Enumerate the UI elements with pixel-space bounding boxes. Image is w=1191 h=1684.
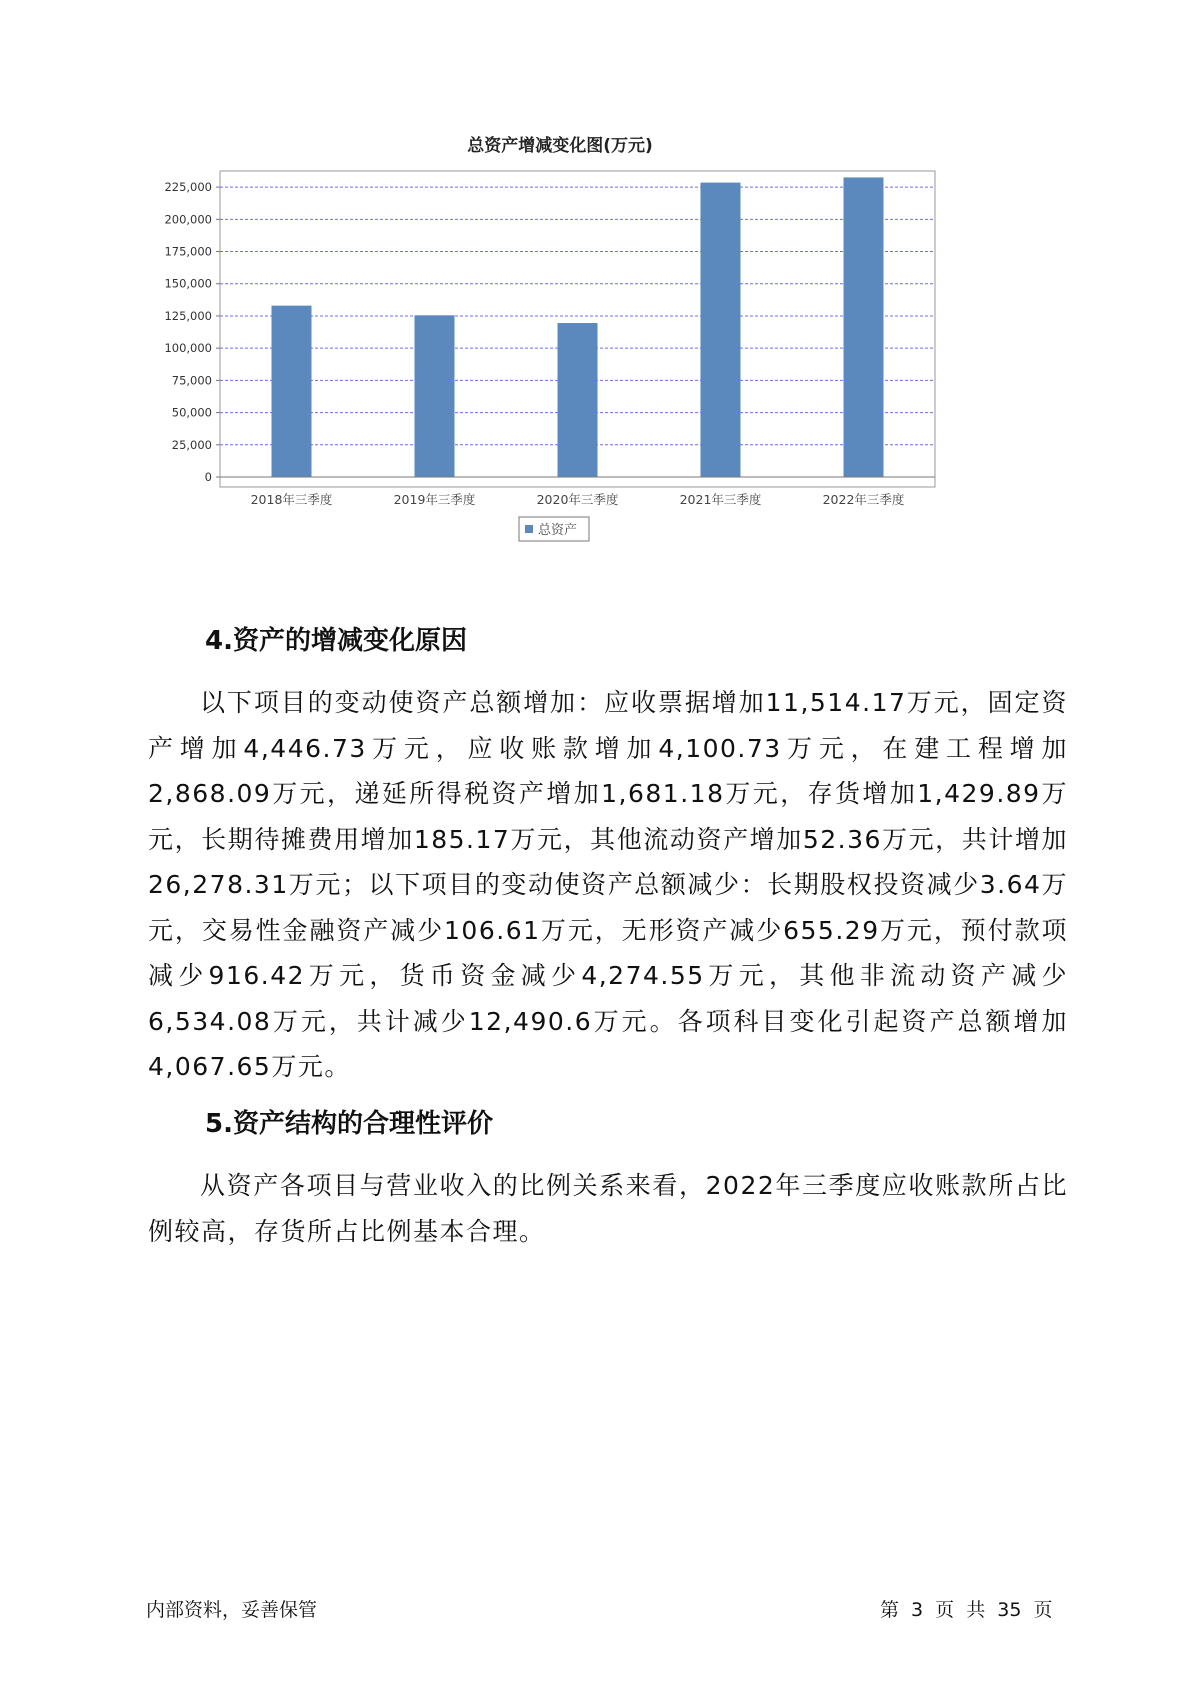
y-tick-label: 200,000 (164, 212, 212, 227)
bar-2022年三季度 (844, 177, 884, 477)
x-axis-ticks (251, 492, 905, 507)
bar-2021年三季度 (701, 183, 741, 477)
asset-structure-evaluation-paragraph: 从资产各项目与营业收入的比例关系来看，2022年三季度应收账款所占比例较高，存货所占比例基本合理。 (148, 1171, 1068, 1246)
y-tick-label: 150,000 (164, 276, 212, 291)
x-tick-label: 2019年三季度 (393, 492, 476, 507)
section-heading-asset-structure-evaluation: 5.资产结构的合理性评价 (205, 1109, 493, 1139)
chart-svg (140, 135, 1040, 595)
y-tick-label: 50,000 (171, 405, 212, 420)
y-tick-label: 0 (204, 470, 212, 484)
footer-page-number: 第 3 页 共 35 页 (880, 1599, 1053, 1621)
x-tick-label: 2018年三季度 (250, 492, 333, 507)
x-tick-label: 2022年三季度 (822, 492, 905, 507)
asset-change-reasons-paragraph: 以下项目的变动使资产总额增加：应收票据增加11,514.17万元，固定资产增加4,446.73万元，应收账款增加4,100.73万元，在建工程增加2,868.09万元，递延所得税资产增加1,681.18万元，存货增加1,429.89万元，长期待摊费用增加185.17万元，其他流动资产增加52.36万元，共计增加26,278.31万元；以下项目的变动使资产总额减少：长期股权投资减少3.64万元，交易性金融资产减少106.61万元，无形资产减少655.29万元，预付款项减少916.42万元，货币资金减少4,274.55万元，其他非流动资产减少6,534.08万元，共计减少12,490.6万元。各项科目变化引起资产总额增加4,067.65万元。 (148, 688, 1068, 1081)
y-tick-label: 100,000 (164, 341, 212, 356)
y-tick-label: 125,000 (164, 308, 212, 323)
total-assets-chart (140, 135, 1040, 595)
y-tick-label: 75,000 (171, 373, 212, 388)
section-heading-asset-change-reasons: 4.资产的增减变化原因 (205, 626, 467, 656)
chart-title: 总资产增减变化图(万元) (467, 136, 653, 156)
legend-swatch (525, 525, 533, 533)
footer-confidential-note: 内部资料，妥善保管 (146, 1599, 318, 1621)
bar-2020年三季度 (558, 323, 598, 477)
bar-2018年三季度 (272, 306, 312, 477)
y-tick-label: 25,000 (171, 437, 212, 452)
y-tick-label: 225,000 (164, 180, 212, 195)
y-tick-label: 175,000 (164, 244, 212, 259)
bar-2019年三季度 (415, 315, 455, 477)
chart-legend (519, 517, 589, 541)
x-tick-label: 2021年三季度 (679, 492, 762, 507)
legend-label: 总资产 (538, 523, 578, 538)
x-tick-label: 2020年三季度 (536, 492, 619, 507)
